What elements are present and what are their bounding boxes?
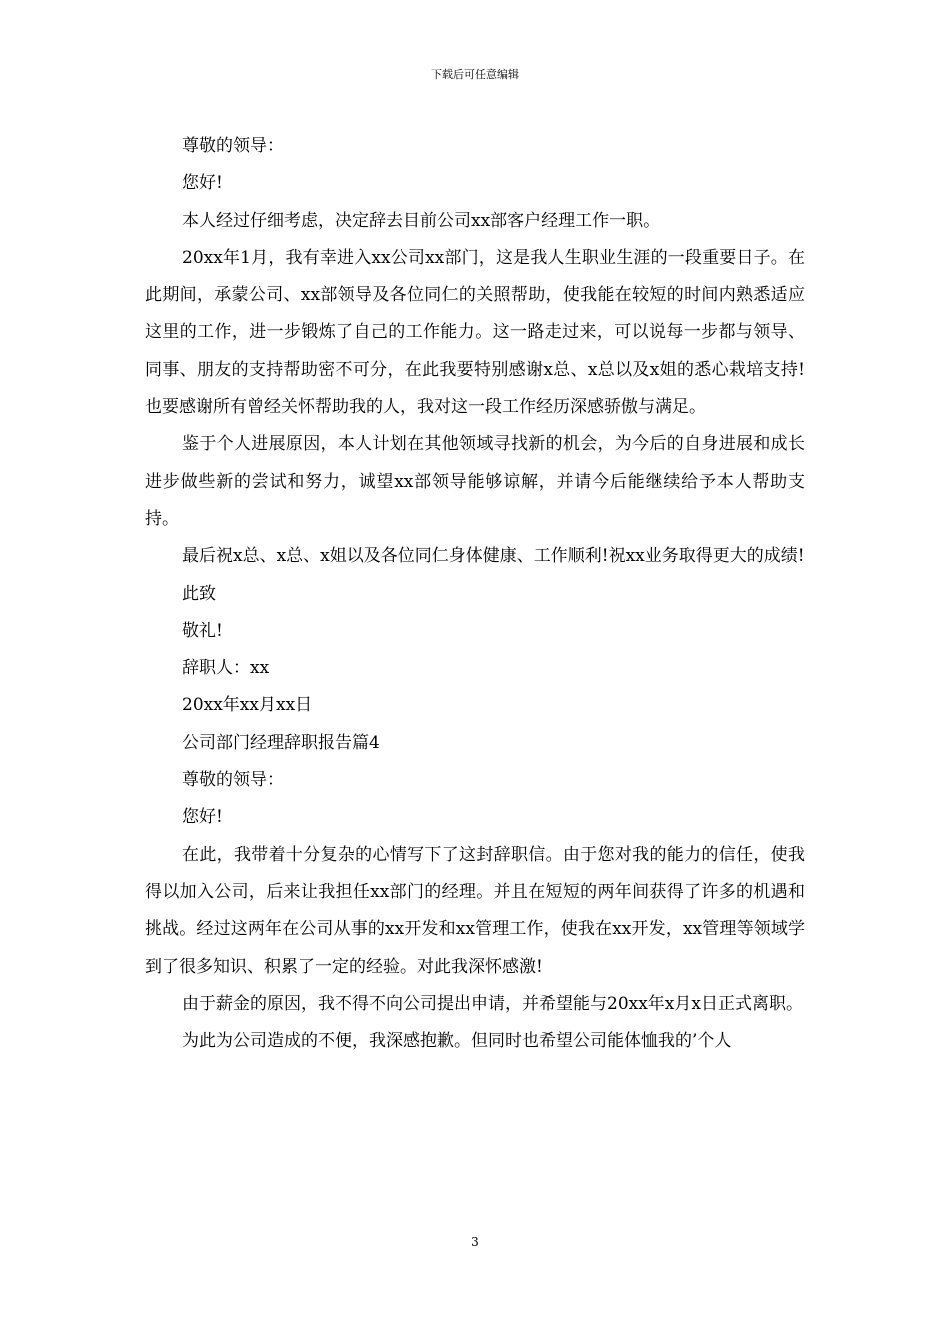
paragraph: 由于薪金的原因，我不得不向公司提出申请，并希望能与20xx年x月x日正式离职。 (182, 993, 803, 1014)
signature: 辞职人：xx (182, 658, 270, 679)
salutation: 尊敬的领导： (182, 136, 284, 156)
closing-salute: 敬礼! (182, 620, 223, 641)
section-title: 公司部门经理辞职报告篇4 (182, 732, 380, 753)
paragraph: 在此，我带着十分复杂的心情写下了这封辞职信。由于您对我的能力的信任，使我得以加入公司，后来让我担任xx部门的经理。并且在短短的两年间获得了许多的机遇和挑战。经过这两年在公司从事的xx开发和xx管理工作，使我在xx开发，xx管理等领域学到了很多知识、积累了一定的经验。对此我深怀感激! (145, 844, 805, 977)
salutation: 尊敬的领导： (182, 770, 284, 791)
closing-phrase: 此致 (182, 583, 216, 604)
greeting: 您好! (182, 807, 223, 828)
document-body (145, 128, 805, 1060)
page-number: 3 (471, 1235, 479, 1249)
paragraph: 本人经过仔细考虑，决定辞去目前公司xx部客户经理工作一职。 (182, 210, 661, 231)
paragraph: 鉴于个人进展原因，本人计划在其他领域寻找新的机会，为今后的自身进展和成长进步做些新的尝试和努力，诚望xx部领导能够谅解，并请今后能继续给予本人帮助支持。 (145, 434, 805, 529)
paragraph: 20xx年1月，我有幸进入xx公司xx部门，这是我人生职业生涯的一段重要日子。在此期间，承蒙公司、xx部领导及各位同仁的关照帮助，使我能在较短的时间内熟悉适应这里的工作，进一步锻炼了自己的工作能力。这一路走过来，可以说每一步都与领导、同事、朋友的支持帮助密不可分，在此我要特别感谢x总、x总以及x姐的悉心栽培支持!也要感谢所有曾经关怀帮助我的人，我对这一段工作经历深感骄傲与满足。 (145, 247, 805, 418)
date-line: 20xx年xx月xx日 (182, 695, 313, 716)
paragraph: 为此为公司造成的不便，我深感抱歉。但同时也希望公司能体恤我的’个人 (182, 1031, 732, 1052)
paragraph: 最后祝x总、x总、x姐以及各位同仁身体健康、工作顺利!祝xx业务取得更大的成绩! (182, 546, 805, 567)
greeting: 您好! (182, 173, 223, 194)
page-header: 下载后可任意编辑 (431, 68, 519, 81)
